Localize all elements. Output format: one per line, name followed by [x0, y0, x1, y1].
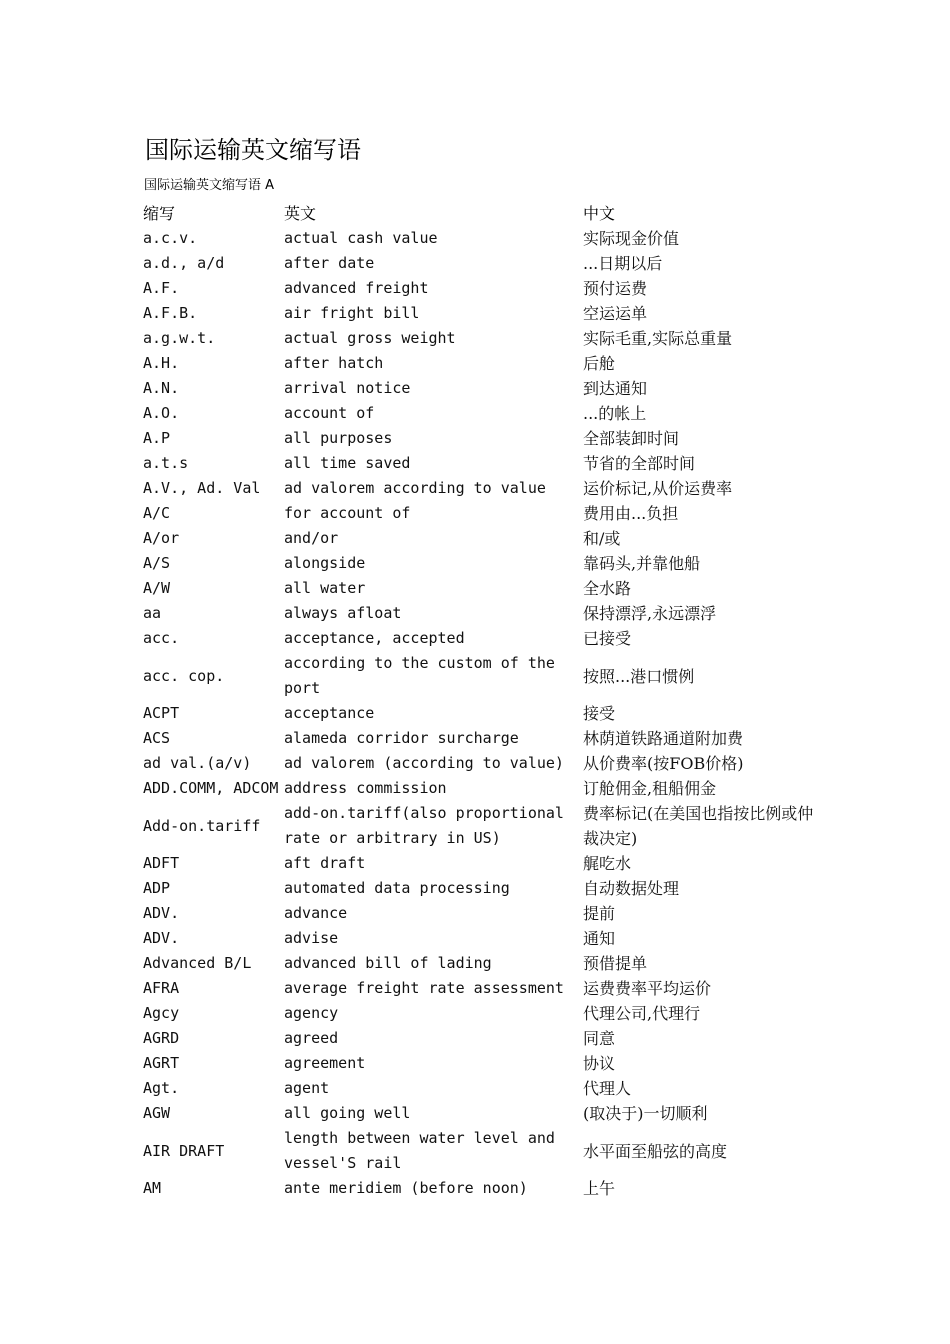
abbreviation-cell: A.H.	[143, 354, 180, 372]
table-row	[143, 926, 833, 951]
table-row	[143, 376, 833, 401]
english-cell: all purposes	[284, 429, 393, 447]
chinese-cell: (取决于)一切顺利	[583, 1104, 708, 1123]
chinese-cell: 艉吃水	[583, 854, 632, 873]
english-cell: account of	[284, 404, 375, 422]
english-cell: aft draft	[284, 854, 366, 872]
english-cell: alongside	[284, 554, 366, 572]
chinese-cell: 预付运费	[583, 279, 648, 298]
english-cell: ad valorem (according to value)	[284, 754, 564, 772]
table-row	[143, 326, 833, 351]
english-cell: ad valorem according to value	[284, 479, 546, 497]
english-cell: length between water level and vessel'S rail	[284, 1129, 555, 1172]
abbreviation-table	[143, 201, 833, 1201]
english-cell: all going well	[284, 1104, 411, 1122]
chinese-cell: 水平面至船弦的高度	[583, 1141, 728, 1161]
chinese-cell: 代理人	[583, 1079, 632, 1098]
english-cell: ante meridiem (before noon)	[284, 1179, 528, 1197]
chinese-cell: 通知	[583, 929, 616, 948]
abbreviation-cell: ADV.	[143, 904, 180, 922]
english-cell: advance	[284, 904, 348, 922]
chinese-cell: 费率标记(在美国也指按比例或仲裁决定)	[583, 804, 814, 848]
chinese-cell: 运费费率平均运价	[583, 979, 712, 998]
abbreviation-cell: ADD.COMM, ADCOM	[143, 779, 279, 797]
abbreviation-cell: ACS	[143, 729, 171, 747]
abbreviation-cell: A.P	[143, 429, 171, 447]
english-cell: automated data processing	[284, 879, 510, 897]
page-title: 国际运输英文缩写语	[145, 136, 361, 164]
english-cell: average freight rate assessment	[284, 979, 564, 997]
chinese-cell: 运价标记,从价运费率	[583, 479, 733, 498]
chinese-cell: 同意	[583, 1029, 616, 1048]
chinese-cell: ...日期以后	[583, 254, 663, 273]
table-row	[143, 651, 833, 701]
abbreviation-cell: a.t.s	[143, 454, 189, 472]
english-cell: actual gross weight	[284, 329, 456, 347]
table-row	[143, 951, 833, 976]
english-cell: after hatch	[284, 354, 384, 372]
english-cell: acceptance, accepted	[284, 629, 465, 647]
chinese-cell: 实际现金价值	[583, 229, 680, 248]
chinese-cell: 到达通知	[583, 379, 648, 398]
abbreviation-cell: ADV.	[143, 929, 180, 947]
table-row	[143, 1026, 833, 1051]
abbreviation-cell: A.F.	[143, 279, 180, 297]
chinese-cell: 林荫道铁路通道附加费	[583, 729, 744, 748]
table-row	[143, 1051, 833, 1076]
table-row	[143, 576, 833, 601]
table-row	[143, 301, 833, 326]
header-english: 英文	[284, 204, 317, 223]
abbreviation-cell: a.d., a/d	[143, 254, 225, 272]
table-row	[143, 451, 833, 476]
table-row	[143, 401, 833, 426]
english-cell: alameda corridor surcharge	[284, 729, 519, 747]
table-row	[143, 801, 833, 851]
abbreviation-cell: aa	[143, 604, 162, 622]
abbreviation-cell: Agcy	[143, 1004, 180, 1022]
abbreviation-cell: A.F.B.	[143, 304, 198, 322]
english-cell: advanced bill of lading	[284, 954, 492, 972]
english-cell: advanced freight	[284, 279, 429, 297]
chinese-cell: 费用由...负担	[583, 504, 679, 523]
chinese-cell: 和/或	[583, 529, 621, 548]
abbreviation-cell: a.c.v.	[143, 229, 198, 247]
table-row	[143, 551, 833, 576]
table-row	[143, 526, 833, 551]
abbreviation-cell: A/or	[143, 529, 180, 547]
chinese-cell: 节省的全部时间	[583, 454, 696, 473]
abbreviation-cell: Agt.	[143, 1079, 180, 1097]
abbreviation-cell: a.g.w.t.	[143, 329, 216, 347]
chinese-cell: 接受	[583, 704, 616, 723]
table-row	[143, 226, 833, 251]
abbreviation-cell: ad val.(a/v)	[143, 754, 252, 772]
abbreviation-cell: ADP	[143, 879, 171, 897]
english-cell: according to the custom of the port	[284, 654, 555, 697]
chinese-cell: 靠码头,并靠他船	[583, 554, 701, 573]
abbreviation-cell: A.V., Ad. Val	[143, 479, 261, 497]
abbreviation-cell: Add-on.tariff	[143, 816, 261, 835]
table-row	[143, 776, 833, 801]
chinese-cell: 空运运单	[583, 304, 648, 323]
english-cell: add-on.tariff(also proportional rate or arbitrary in US)	[284, 804, 564, 847]
english-cell: arrival notice	[284, 379, 411, 397]
chinese-cell: 按照...港口惯例	[583, 666, 695, 686]
chinese-cell: 自动数据处理	[583, 879, 680, 898]
abbreviation-cell: AFRA	[143, 979, 180, 997]
abbreviation-cell: A/W	[143, 579, 171, 597]
chinese-cell: 代理公司,代理行	[583, 1004, 701, 1023]
section-heading: 国际运输英文缩写语 A	[144, 178, 275, 193]
english-cell: all time saved	[284, 454, 411, 472]
abbreviation-cell: AGRD	[143, 1029, 180, 1047]
abbreviation-cell: A/C	[143, 504, 171, 522]
table-row	[143, 1176, 833, 1201]
english-cell: and/or	[284, 529, 339, 547]
english-cell: always afloat	[284, 604, 402, 622]
header-chinese: 中文	[583, 204, 616, 223]
table-row	[143, 276, 833, 301]
english-cell: all water	[284, 579, 366, 597]
abbreviation-cell: A.O.	[143, 404, 180, 422]
abbreviation-cell: acc.	[143, 629, 180, 647]
table-body	[143, 226, 833, 1201]
chinese-cell: 上午	[583, 1179, 616, 1198]
english-cell: acceptance	[284, 704, 375, 722]
table-row	[143, 701, 833, 726]
abbreviation-cell: acc. cop.	[143, 666, 225, 685]
chinese-cell: 全部装卸时间	[583, 429, 680, 448]
chinese-cell: 全水路	[583, 579, 632, 598]
chinese-cell: 已接受	[583, 629, 632, 648]
english-cell: address commission	[284, 779, 447, 797]
chinese-cell: 订舱佣金,租船佣金	[583, 779, 717, 798]
table-row	[143, 351, 833, 376]
english-cell: actual cash value	[284, 229, 438, 247]
chinese-cell: 后舱	[583, 354, 616, 373]
chinese-cell: 从价费率(按FOB价格)	[583, 754, 744, 773]
english-cell: agent	[284, 1079, 330, 1097]
table-row	[143, 876, 833, 901]
abbreviation-cell: AIR DRAFT	[143, 1141, 225, 1160]
table-row	[143, 626, 833, 651]
chinese-cell: 保持漂浮,永远漂浮	[583, 604, 717, 623]
english-cell: for account of	[284, 504, 411, 522]
abbreviation-cell: ACPT	[143, 704, 180, 722]
english-cell: advise	[284, 929, 339, 947]
table-row	[143, 751, 833, 776]
english-cell: agreement	[284, 1054, 366, 1072]
table-row	[143, 476, 833, 501]
table-row	[143, 1001, 833, 1026]
abbreviation-cell: Advanced B/L	[143, 954, 252, 972]
table-row	[143, 601, 833, 626]
chinese-cell: 协议	[583, 1054, 616, 1073]
chinese-cell: 预借提单	[583, 954, 648, 973]
table-row	[143, 1101, 833, 1126]
table-row	[143, 251, 833, 276]
abbreviation-cell: A.N.	[143, 379, 180, 397]
abbreviation-cell: AM	[143, 1179, 162, 1197]
table-row	[143, 1076, 833, 1101]
abbreviation-cell: A/S	[143, 554, 171, 572]
chinese-cell: 实际毛重,实际总重量	[583, 329, 733, 348]
abbreviation-cell: AGW	[143, 1104, 171, 1122]
table-row	[143, 976, 833, 1001]
table-row	[143, 501, 833, 526]
chinese-cell: 提前	[583, 904, 616, 923]
header-abbreviation: 缩写	[143, 204, 176, 223]
english-cell: agreed	[284, 1029, 339, 1047]
english-cell: after date	[284, 254, 375, 272]
table-row	[143, 426, 833, 451]
table-row	[143, 726, 833, 751]
table-row	[143, 851, 833, 876]
abbreviation-cell: AGRT	[143, 1054, 180, 1072]
table-row	[143, 901, 833, 926]
table-header-row	[143, 201, 833, 226]
table-row	[143, 1126, 833, 1176]
english-cell: agency	[284, 1004, 339, 1022]
english-cell: air fright bill	[284, 304, 420, 322]
chinese-cell: ...的帐上	[583, 404, 647, 423]
abbreviation-cell: ADFT	[143, 854, 180, 872]
